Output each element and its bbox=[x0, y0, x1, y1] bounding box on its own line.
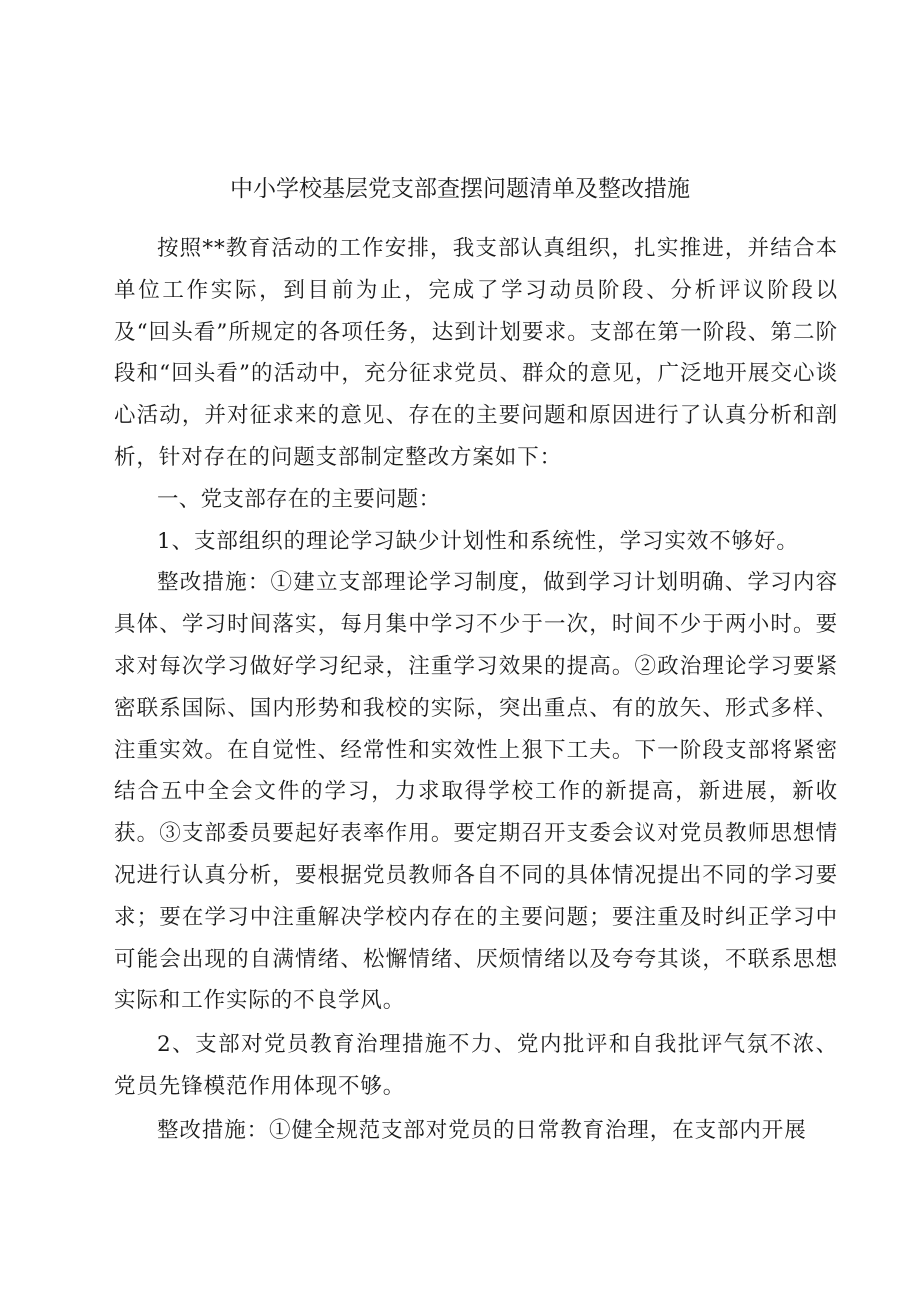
measures-2-paragraph: 整改措施：①健全规范支部对党员的日常教育治理，在支部内开展 bbox=[157, 1117, 807, 1143]
measures-1-paragraph: 整改措施：①建立支部理论学习制度，做到学习计划明确、学习内容具体、学习时间落实，每月集中学习不少于一次，时间不少于两小时。要求对每次学习做好学习纪录，注重学习效果的提高。②政治理论学习要紧密联系国际、国内形势和我校的实际，突出重点、有的放矢、形式多样、注重实效。在自觉性、经常性和实效性上狠下工夫。下一阶段支部将紧密结合五中全会文件的学习，力求取得学校工作的新提高，新进展，新收获。③支部委员要起好表率作用。要定期召开支委会议对党员教师思想情况进行认真分析，要根据党员教师各自不同的具体情况提出不同的学习要求；要在学习中注重解决学校内存在的主要问题；要注重及时纠正学习中可能会出现的自满情绪、松懈情绪、厌烦情绪以及夸夸其谈，不联系思想实际和工作实际的不良学风。 bbox=[114, 570, 838, 1014]
section-heading: 一、党支部存在的主要问题： bbox=[157, 486, 441, 512]
document-title: 中小学校基层党支部查摆问题清单及整改措施 bbox=[230, 176, 690, 202]
document-body bbox=[114, 228, 838, 1152]
problem-2-paragraph: 2、支部对党员教育治理措施不力、党内批评和自我批评气氛不浓、党员先锋模范作用体现不够。 bbox=[114, 1032, 838, 1099]
problem-1-paragraph: 1、支部组织的理论学习缺少计划性和系统性，学习实效不够好。 bbox=[157, 528, 799, 554]
intro-paragraph: 按照**教育活动的工作安排，我支部认真组织，扎实推进，并结合本单位工作实际，到目前为止，完成了学习动员阶段、分析评议阶段以及“回头看”所规定的各项任务，达到计划要求。支部在第一阶段、第二阶段和“回头看”的活动中，充分征求党员、群众的意见，广泛地开展交心谈心活动，并对征求来的意见、存在的主要问题和原因进行了认真分析和剖析，针对存在的问题支部制定整改方案如下： bbox=[114, 236, 838, 470]
